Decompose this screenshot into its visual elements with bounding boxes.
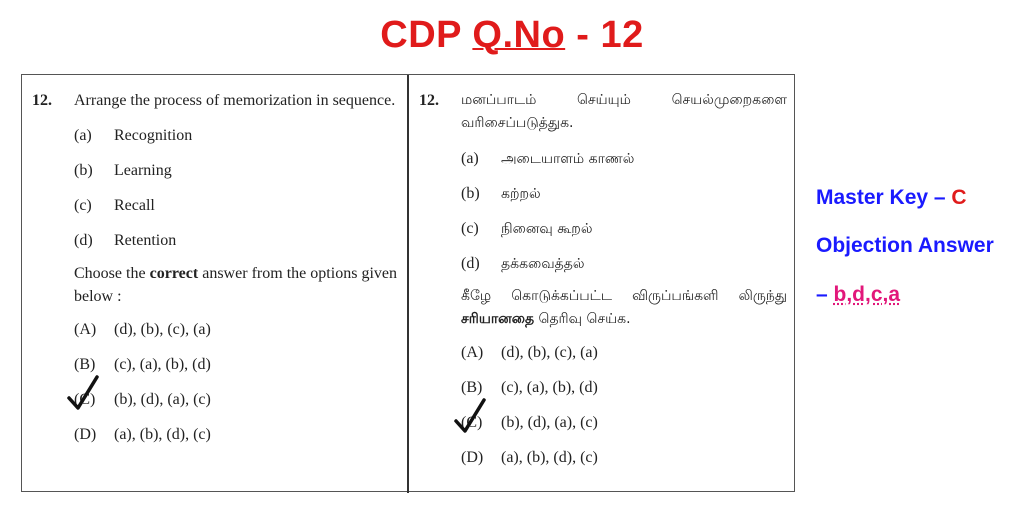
master-key-value: C [951, 186, 967, 209]
option-key: (c) [461, 220, 479, 237]
option-text: நினைவு கூறல் [501, 221, 593, 237]
option-key: (b) [74, 162, 93, 179]
master-key [816, 186, 967, 210]
answer-b [461, 370, 787, 405]
option-text: கற்றல் [501, 186, 541, 202]
answer-text: (b), (d), (a), (c) [114, 391, 211, 408]
answer-d [74, 417, 397, 452]
objection-label: Objection Answer [816, 234, 994, 257]
instruction-pre: கீழே கொடுக்கப்பட்ட விருப்பங்களி லிருந்து [461, 288, 787, 304]
answer-key: (D) [74, 426, 97, 443]
check-mark-icon [453, 397, 487, 437]
master-key-label: Master Key – [816, 186, 952, 209]
question-box [21, 74, 795, 492]
objection-prefix: – [816, 283, 834, 306]
answer-text: (d), (b), (c), (a) [114, 321, 211, 338]
page-title [0, 14, 1024, 57]
question-text: மனப்பாடம் செய்யும் செயல்முறைகளை வரிசைப்படுத்துக. [461, 92, 787, 131]
title-qno: Q.No [472, 14, 566, 56]
english-column [32, 89, 397, 452]
objection-answer [816, 283, 900, 307]
option-d [74, 223, 397, 258]
option-b [461, 176, 787, 211]
instruction-post: தெரிவு செய்க. [534, 311, 631, 327]
option-text: Recall [114, 197, 155, 214]
option-key: (a) [74, 127, 92, 144]
answer-key: (B) [461, 379, 483, 396]
answer-b [74, 347, 397, 382]
option-c [74, 188, 397, 223]
option-key: (c) [74, 197, 92, 214]
answer-text: (c), (a), (b), (d) [114, 356, 211, 373]
answer-key: (D) [461, 449, 484, 466]
answer-a [461, 335, 787, 370]
answer-text: (a), (b), (d), (c) [501, 449, 598, 466]
answer-c [461, 405, 787, 440]
instruction-bold: correct [149, 265, 199, 282]
answer-text: (c), (a), (b), (d) [501, 379, 598, 396]
answer-key: (B) [74, 356, 96, 373]
option-a [74, 118, 397, 153]
option-c [461, 211, 787, 246]
option-text: Retention [114, 232, 177, 249]
option-key: (b) [461, 185, 480, 202]
answer-key: (C) [74, 391, 96, 408]
question-number: 12. [419, 92, 439, 109]
question-number: 12. [32, 92, 52, 109]
option-d [461, 246, 787, 281]
instruction-text [74, 262, 397, 308]
option-key: (d) [461, 255, 480, 272]
answer-text: (d), (b), (c), (a) [501, 344, 598, 361]
option-text: Recognition [114, 127, 193, 144]
answer-d [461, 440, 787, 475]
instruction-pre: Choose the [74, 265, 150, 282]
option-text: தக்கவைத்தல் [501, 256, 585, 272]
answer-a [74, 312, 397, 347]
question-text: Arrange the process of memorization in sequence. [74, 92, 396, 109]
instruction-text [461, 285, 787, 331]
option-key: (d) [74, 232, 93, 249]
option-key: (a) [461, 150, 479, 167]
check-mark-icon [66, 374, 100, 414]
option-text: Learning [114, 162, 172, 179]
option-a [461, 141, 787, 176]
answer-key: (C) [461, 414, 483, 431]
answer-key: (A) [461, 344, 484, 361]
option-b [74, 153, 397, 188]
answer-c [74, 382, 397, 417]
answer-text: (b), (d), (a), (c) [501, 414, 598, 431]
option-text: அடையாளம் காணல் [501, 151, 635, 167]
answer-text: (a), (b), (d), (c) [114, 426, 211, 443]
objection-value: b,d,c,a [833, 283, 901, 306]
instruction-bold: சரியானதை [461, 311, 535, 327]
column-divider [407, 75, 409, 493]
tamil-column [419, 89, 787, 475]
title-prefix: CDP [380, 14, 473, 56]
answer-key: (A) [74, 321, 97, 338]
title-suffix: - 12 [565, 14, 644, 56]
instruction-post: answer from the options given below : [74, 265, 398, 305]
